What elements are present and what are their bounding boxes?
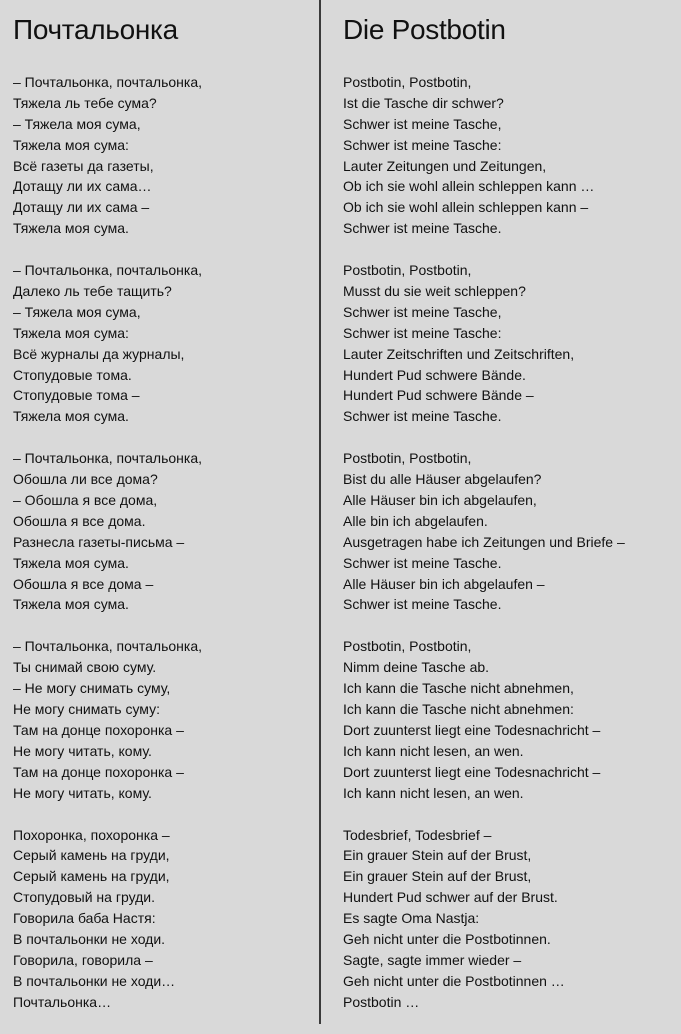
poem-line: Тяжела моя сума. [13,554,129,571]
stanza [13,260,333,427]
poem-line: Ausgetragen habe ich Zeitungen und Briefe – [343,533,625,550]
stanza [343,825,663,1013]
russian-stanzas [13,72,333,1013]
poem-line: Dort zuunterst liegt eine Todesnachricht – [343,763,601,780]
poem-line: Ein grauer Stein auf der Brust, [343,868,532,885]
poem-line: Не могу снимать суму: [13,701,160,718]
stanza [343,636,663,803]
poem-line: Всё газеты да газеты, [13,157,154,174]
poem-line: Hundert Pud schwere Bände – [343,387,534,404]
poem-line: Тяжела ль тебе сума? [13,94,157,111]
poem-line: Hundert Pud schwer auf der Brust. [343,889,558,906]
poem-line: Bist du alle Häuser abgelaufen? [343,471,542,488]
poem-line: В почтальонки не ходи… [13,972,176,989]
poem-line: Говорила баба Настя: [13,910,156,927]
poem-line: Schwer ist meine Tasche: [343,136,502,153]
poem-line: Разнесла газеты-письма – [13,533,185,550]
poem-line: Dort zuunterst liegt eine Todesnachricht – [343,721,601,738]
poem-line: Серый камень на груди, [13,868,170,885]
poem-line: – Обошла я все дома, [13,492,158,509]
poem-line: Ob ich sie wohl allein schleppen kann – [343,199,589,216]
stanza [343,260,663,427]
poem-line: Обошла я все дома – [13,575,154,592]
poem-line: Postbotin, Postbotin, [343,450,472,467]
poem-line: Дотащу ли их сама… [13,178,152,195]
german-title: Die Postbotin [343,14,506,45]
german-column [343,10,663,1034]
german-stanzas [343,72,663,1013]
poem-line: Lauter Zeitungen und Zeitungen, [343,157,547,174]
poem-line: Ich kann nicht lesen, an wen. [343,742,524,759]
poem-line: Es sagte Oma Nastja: [343,910,480,927]
russian-title: Почтальонка [13,14,178,45]
stanza [343,72,663,239]
poem-line: Тяжела моя сума: [13,324,129,341]
poem-line: Тяжела моя сума. [13,596,129,613]
poem-line: Todesbrief, Todesbrief – [343,826,492,843]
poem-line: Nimm deine Tasche ab. [343,659,490,676]
poem-line: Postbotin … [343,993,420,1010]
poem-line: Ты снимай свою суму. [13,659,157,676]
poem-line: – Не могу снимать суму, [13,680,171,697]
poem-line: Schwer ist meine Tasche, [343,303,502,320]
poem-line: Ein grauer Stein auf der Brust, [343,847,532,864]
poem-line: Lauter Zeitschriften und Zeitschriften, [343,345,575,362]
poem-line: Ich kann die Tasche nicht abnehmen, [343,680,574,697]
poem-line: Schwer ist meine Tasche. [343,408,502,425]
poem-line: – Тяжела моя сума, [13,115,141,132]
poem-line: Дотащу ли их сама – [13,199,150,216]
poem-line: Alle Häuser bin ich abgelaufen – [343,575,545,592]
stanza [13,448,333,615]
stanza [13,636,333,803]
poem-line: В почтальонки не ходи. [13,930,166,947]
poem-line: Стопудовые тома – [13,387,140,404]
poem-line: Musst du sie weit schleppen? [343,283,526,300]
poem-line: Schwer ist meine Tasche, [343,115,502,132]
poem-line: Geh nicht unter die Postbotinnen. [343,930,551,947]
poem-line: Серый камень на груди, [13,847,170,864]
poem-line: Ich kann die Tasche nicht abnehmen: [343,701,574,718]
poem-line: Hundert Pud schwere Bände. [343,366,526,383]
poem-line: Geh nicht unter die Postbotinnen … [343,972,565,989]
stanza [343,448,663,615]
poem-line: Тяжела моя сума. [13,220,129,237]
poem-line: Schwer ist meine Tasche. [343,554,502,571]
poem-line: – Почтальонка, почтальонка, [13,74,203,90]
poem-line: Стопудовые тома. [13,366,132,383]
poem-line: Ist die Tasche dir schwer? [343,94,504,111]
poem-line: Schwer ist meine Tasche: [343,324,502,341]
stanza [13,825,333,1013]
poem-line: Postbotin, Postbotin, [343,262,472,279]
poem-line: Почтальонка… [13,993,112,1010]
poem-line: Sagte, sagte immer wieder – [343,951,522,968]
poem-line: Alle bin ich abgelaufen. [343,512,488,529]
poem-line: Postbotin, Postbotin, [343,74,472,90]
poem-line: Ob ich sie wohl allein schleppen kann … [343,178,595,195]
poem-line: Всё журналы да журналы, [13,345,185,362]
poem-line: Alle Häuser bin ich abgelaufen, [343,492,537,509]
poem-line: Postbotin, Postbotin, [343,638,472,655]
poem-line: Тяжела моя сума. [13,408,129,425]
poem-line: Там на донце похоронка – [13,721,184,738]
poem-line: Обошла ли все дома? [13,471,158,488]
poem-line: Тяжела моя сума: [13,136,129,153]
poem-line: Далеко ль тебе тащить? [13,283,172,300]
poem-line: Стопудовый на груди. [13,889,155,906]
poem-line: – Почтальонка, почтальонка, [13,638,203,655]
poem-line: – Почтальонка, почтальонка, [13,450,203,467]
poem-line: Там на донце похоронка – [13,763,184,780]
poem-line: Обошла я все дома. [13,512,146,529]
poem-line: – Тяжела моя сума, [13,303,141,320]
column-divider [319,0,321,1024]
poem-line: – Почтальонка, почтальонка, [13,262,203,279]
poem-line: Ich kann nicht lesen, an wen. [343,784,524,801]
poem-line: Не могу читать, кому. [13,784,152,801]
poem-line: Похоронка, похоронка – [13,826,170,843]
poem-line: Schwer ist meine Tasche. [343,220,502,237]
poem-line: Говорила, говорила – [13,951,153,968]
stanza [13,72,333,239]
poem-line: Не могу читать, кому. [13,742,152,759]
russian-column [13,10,333,1034]
poem-line: Schwer ist meine Tasche. [343,596,502,613]
